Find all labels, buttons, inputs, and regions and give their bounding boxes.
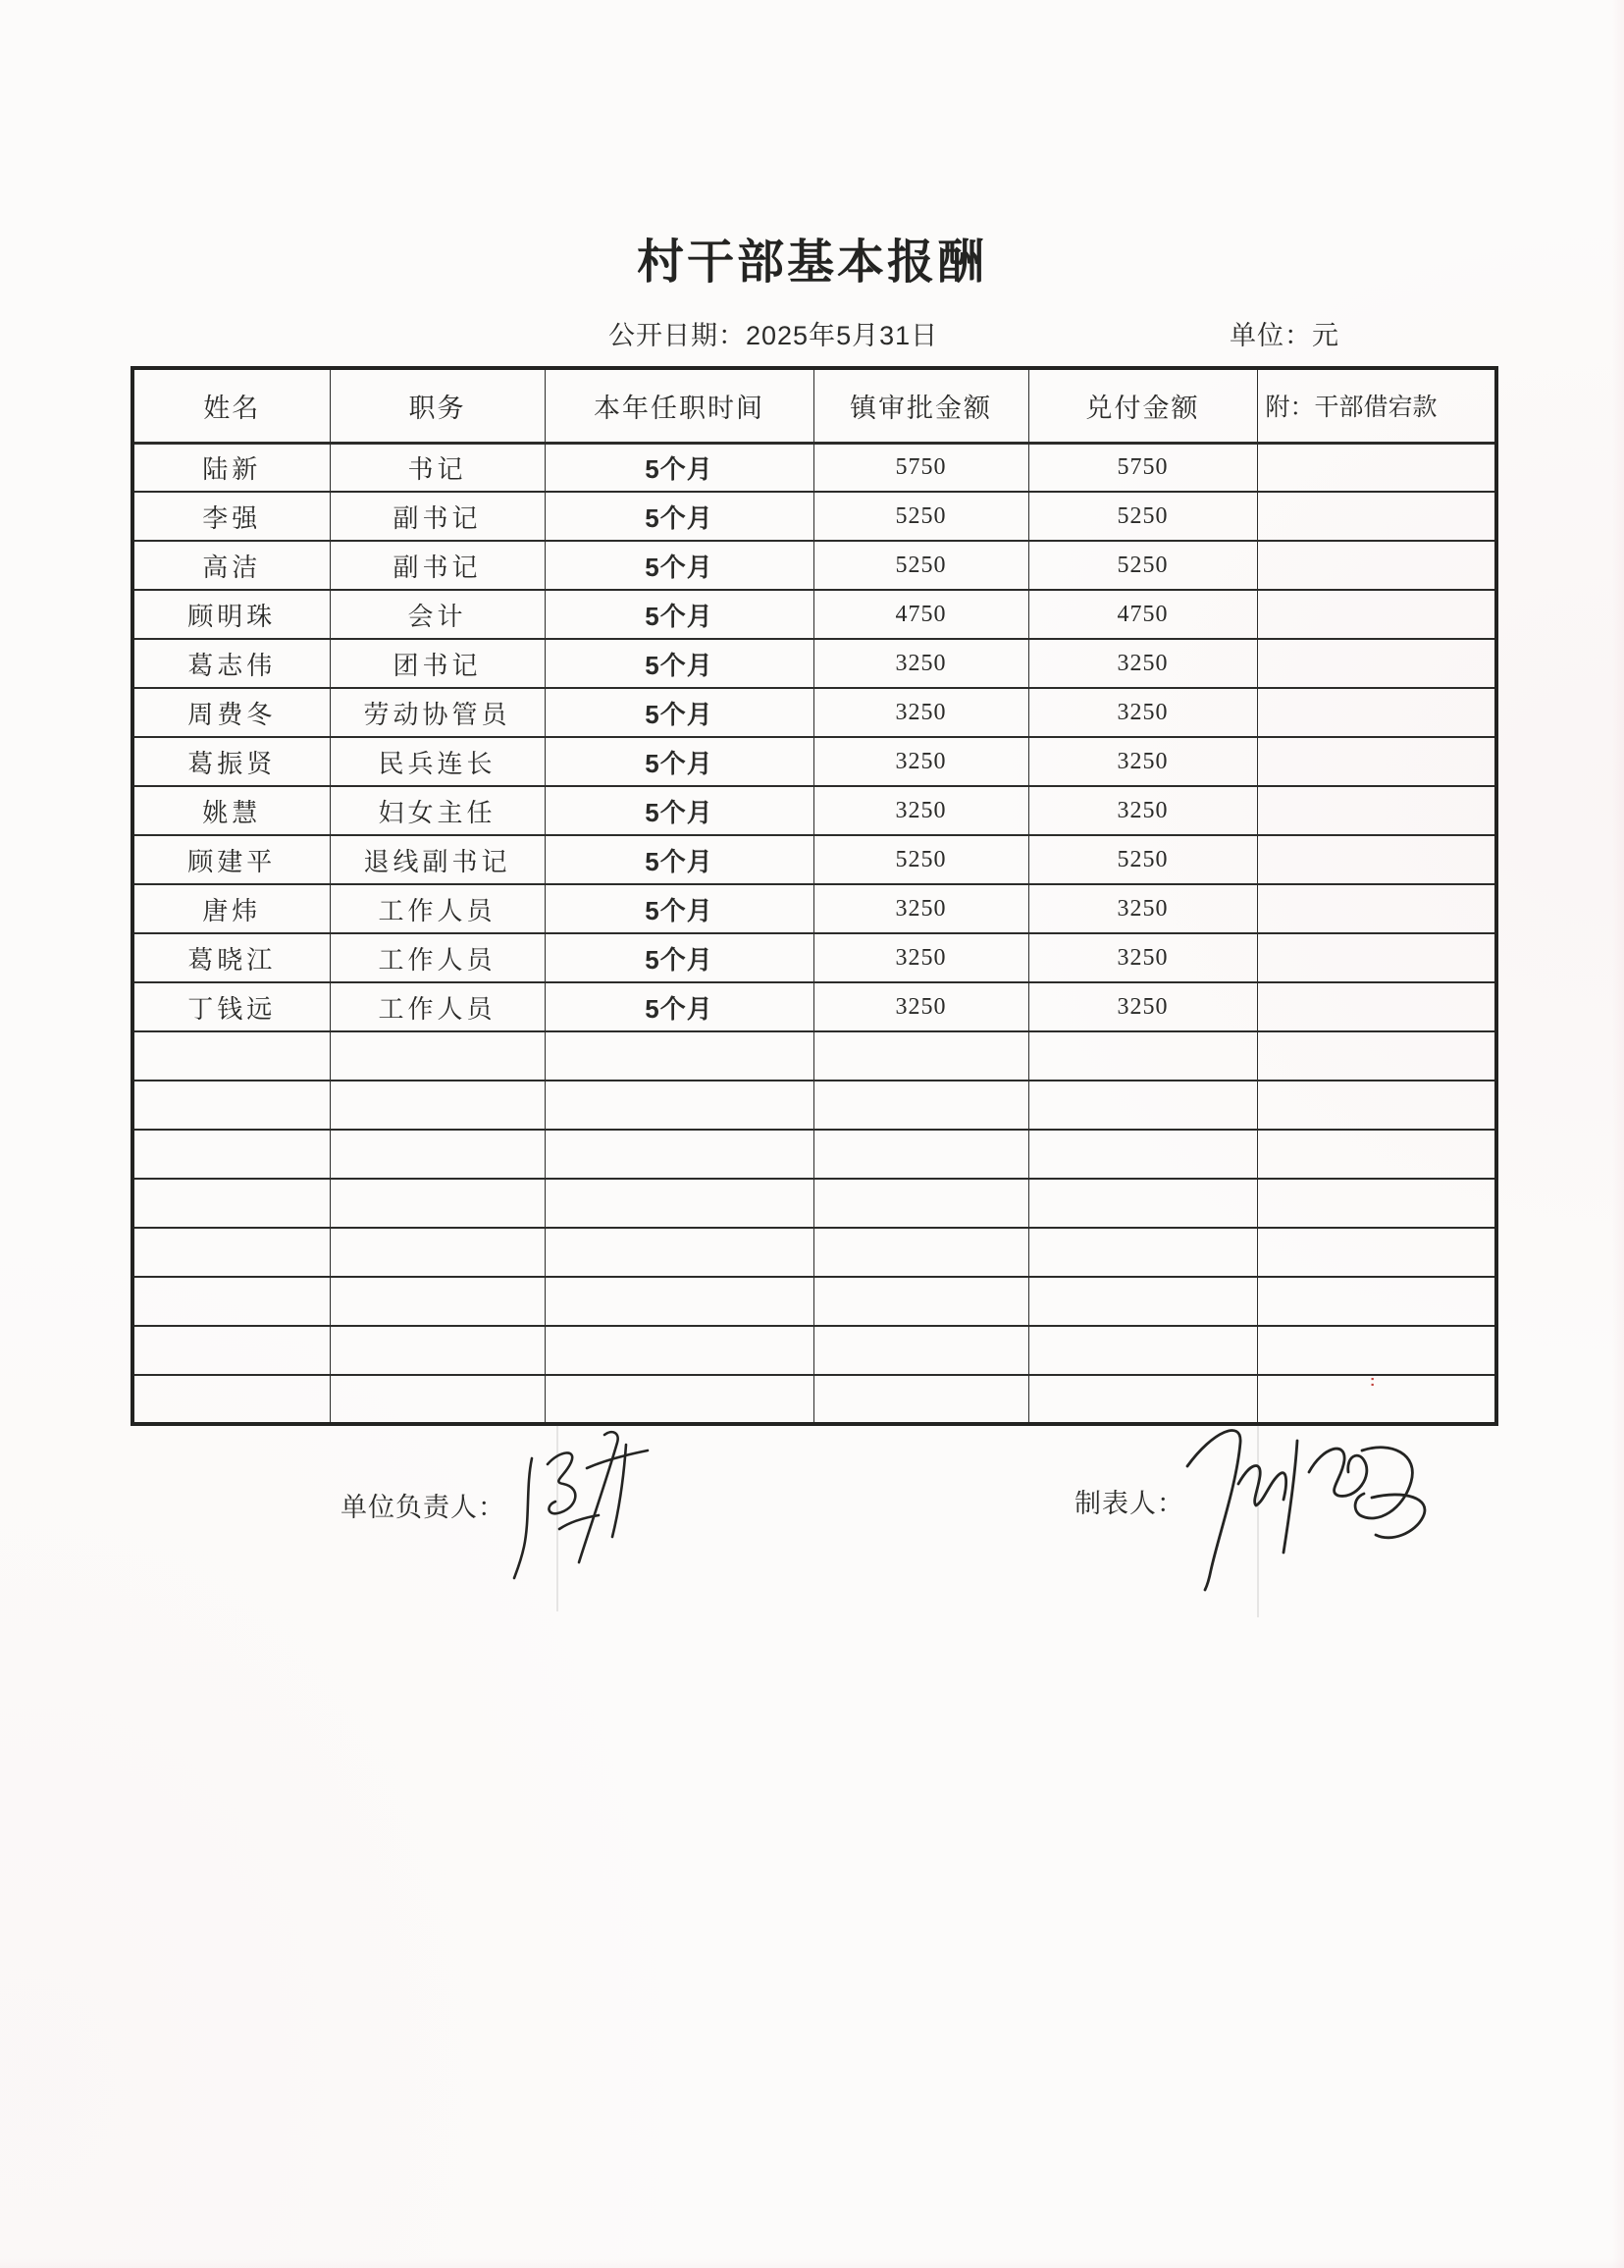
cell-duration: 5个月 — [545, 541, 813, 590]
cell-name: 姚慧 — [132, 786, 330, 835]
cell-loan-note — [1257, 737, 1496, 786]
cell-approved — [813, 1277, 1028, 1326]
cell-loan-note — [1257, 1130, 1496, 1179]
cell-position: 团书记 — [330, 639, 545, 688]
cell-name: 顾建平 — [132, 835, 330, 884]
cell-approved: 3250 — [813, 688, 1028, 737]
cell-position: 退线副书记 — [330, 835, 545, 884]
cell-paid: 3250 — [1028, 884, 1257, 933]
remuneration-table — [131, 366, 1498, 1426]
cell-approved — [813, 1081, 1028, 1130]
table-row — [132, 1179, 1496, 1228]
cell-name: 周费冬 — [132, 688, 330, 737]
cell-paid — [1028, 1081, 1257, 1130]
cell-name — [132, 1031, 330, 1081]
cell-paid — [1028, 1031, 1257, 1081]
preparer-label: 制表人： — [1074, 1489, 1184, 1518]
cell-duration: 5个月 — [545, 688, 813, 737]
col-header-duration: 本年任职时间 — [545, 368, 813, 443]
cell-loan-note — [1257, 1277, 1496, 1326]
cell-duration: 5个月 — [545, 884, 813, 933]
table-row — [132, 982, 1496, 1031]
cell-position: 会计 — [330, 590, 545, 639]
cell-name — [132, 1130, 330, 1179]
cell-position: 工作人员 — [330, 884, 545, 933]
table-header-row — [132, 368, 1496, 443]
table-row — [132, 443, 1496, 492]
cell-approved: 5250 — [813, 541, 1028, 590]
cell-position: 副书记 — [330, 492, 545, 541]
table-body — [132, 443, 1496, 1424]
cell-duration — [545, 1326, 813, 1375]
cell-name — [132, 1326, 330, 1375]
cell-duration: 5个月 — [545, 492, 813, 541]
col-header-loan-note: 附：干部借宕款 — [1257, 368, 1496, 443]
publish-date-label: 公开日期：2025年5月31日 — [608, 321, 939, 350]
cell-paid — [1028, 1228, 1257, 1277]
cell-duration: 5个月 — [545, 982, 813, 1031]
cell-approved: 5750 — [813, 443, 1028, 492]
cell-name — [132, 1179, 330, 1228]
cell-approved: 3250 — [813, 737, 1028, 786]
cell-position — [330, 1277, 545, 1326]
cell-approved: 3250 — [813, 933, 1028, 982]
cell-position: 妇女主任 — [330, 786, 545, 835]
table-row — [132, 884, 1496, 933]
cell-paid — [1028, 1326, 1257, 1375]
cell-paid: 3250 — [1028, 933, 1257, 982]
cell-duration: 5个月 — [545, 933, 813, 982]
cell-paid: 3250 — [1028, 786, 1257, 835]
cell-name: 顾明珠 — [132, 590, 330, 639]
cell-name: 葛振贤 — [132, 737, 330, 786]
preparer-signature — [1170, 1415, 1449, 1608]
cell-name: 李强 — [132, 492, 330, 541]
cell-position: 副书记 — [330, 541, 545, 590]
cell-loan-note — [1257, 1179, 1496, 1228]
cell-name: 陆新 — [132, 443, 330, 492]
cell-position — [330, 1179, 545, 1228]
cell-duration — [545, 1277, 813, 1326]
stray-red-mark: : — [1370, 1373, 1376, 1390]
cell-approved — [813, 1326, 1028, 1375]
manager-label: 单位负责人： — [341, 1493, 505, 1522]
table-row — [132, 933, 1496, 982]
cell-name — [132, 1277, 330, 1326]
cell-approved — [813, 1375, 1028, 1424]
cell-position — [330, 1081, 545, 1130]
cell-loan-note — [1257, 933, 1496, 982]
cell-duration — [545, 1375, 813, 1424]
cell-position — [330, 1228, 545, 1277]
cell-approved: 3250 — [813, 786, 1028, 835]
cell-paid — [1028, 1130, 1257, 1179]
table-row — [132, 492, 1496, 541]
cell-approved: 5250 — [813, 492, 1028, 541]
cell-name: 葛晓江 — [132, 933, 330, 982]
table-row — [132, 737, 1496, 786]
cell-position: 劳动协管员 — [330, 688, 545, 737]
cell-loan-note — [1257, 688, 1496, 737]
cell-paid: 5250 — [1028, 541, 1257, 590]
cell-loan-note — [1257, 1326, 1496, 1375]
cell-loan-note — [1257, 1228, 1496, 1277]
table-row — [132, 835, 1496, 884]
cell-loan-note — [1257, 1031, 1496, 1081]
cell-paid: 5250 — [1028, 492, 1257, 541]
table-row — [132, 541, 1496, 590]
manager-signature — [502, 1425, 664, 1594]
cell-duration: 5个月 — [545, 639, 813, 688]
cell-loan-note — [1257, 1081, 1496, 1130]
cell-name: 唐炜 — [132, 884, 330, 933]
cell-paid: 3250 — [1028, 982, 1257, 1031]
cell-paid — [1028, 1277, 1257, 1326]
cell-position — [330, 1031, 545, 1081]
cell-approved: 5250 — [813, 835, 1028, 884]
table-row — [132, 639, 1496, 688]
cell-approved — [813, 1130, 1028, 1179]
cell-duration — [545, 1081, 813, 1130]
table-row — [132, 1081, 1496, 1130]
cell-loan-note — [1257, 590, 1496, 639]
cell-loan-note — [1257, 443, 1496, 492]
cell-position: 书记 — [330, 443, 545, 492]
table-row — [132, 1326, 1496, 1375]
cell-loan-note — [1257, 786, 1496, 835]
cell-name: 高洁 — [132, 541, 330, 590]
cell-approved: 3250 — [813, 982, 1028, 1031]
table-row — [132, 1031, 1496, 1081]
cell-name — [132, 1228, 330, 1277]
table-row — [132, 688, 1496, 737]
cell-paid: 3250 — [1028, 737, 1257, 786]
table-row — [132, 786, 1496, 835]
cell-duration — [545, 1179, 813, 1228]
cell-loan-note — [1257, 492, 1496, 541]
table-row — [132, 1130, 1496, 1179]
cell-position — [330, 1130, 545, 1179]
cell-paid: 3250 — [1028, 639, 1257, 688]
cell-approved — [813, 1031, 1028, 1081]
cell-approved — [813, 1179, 1028, 1228]
unit-label: 单位：元 — [1230, 321, 1339, 350]
cell-duration: 5个月 — [545, 835, 813, 884]
cell-duration — [545, 1031, 813, 1081]
cell-paid: 4750 — [1028, 590, 1257, 639]
cell-name: 丁钱远 — [132, 982, 330, 1031]
cell-paid — [1028, 1179, 1257, 1228]
cell-duration: 5个月 — [545, 590, 813, 639]
cell-approved — [813, 1228, 1028, 1277]
col-header-approved: 镇审批金额 — [813, 368, 1028, 443]
cell-loan-note — [1257, 541, 1496, 590]
cell-duration: 5个月 — [545, 737, 813, 786]
cell-paid: 5250 — [1028, 835, 1257, 884]
cell-position — [330, 1375, 545, 1424]
cell-duration: 5个月 — [545, 786, 813, 835]
cell-loan-note — [1257, 982, 1496, 1031]
cell-loan-note — [1257, 639, 1496, 688]
cell-position — [330, 1326, 545, 1375]
cell-duration — [545, 1228, 813, 1277]
cell-paid: 3250 — [1028, 688, 1257, 737]
cell-loan-note — [1257, 835, 1496, 884]
cell-approved: 3250 — [813, 639, 1028, 688]
cell-duration: 5个月 — [545, 443, 813, 492]
col-header-name: 姓名 — [132, 368, 330, 443]
cell-position: 民兵连长 — [330, 737, 545, 786]
cell-name: 葛志伟 — [132, 639, 330, 688]
cell-approved: 4750 — [813, 590, 1028, 639]
cell-position: 工作人员 — [330, 982, 545, 1031]
cell-name — [132, 1375, 330, 1424]
cell-approved: 3250 — [813, 884, 1028, 933]
cell-paid: 5750 — [1028, 443, 1257, 492]
page-title: 村干部基本报酬 — [636, 237, 987, 289]
col-header-position: 职务 — [330, 368, 545, 443]
table-row — [132, 1228, 1496, 1277]
table-row — [132, 590, 1496, 639]
cell-position: 工作人员 — [330, 933, 545, 982]
cell-loan-note — [1257, 884, 1496, 933]
col-header-paid: 兑付金额 — [1028, 368, 1257, 443]
cell-duration — [545, 1130, 813, 1179]
table-row — [132, 1277, 1496, 1326]
cell-name — [132, 1081, 330, 1130]
